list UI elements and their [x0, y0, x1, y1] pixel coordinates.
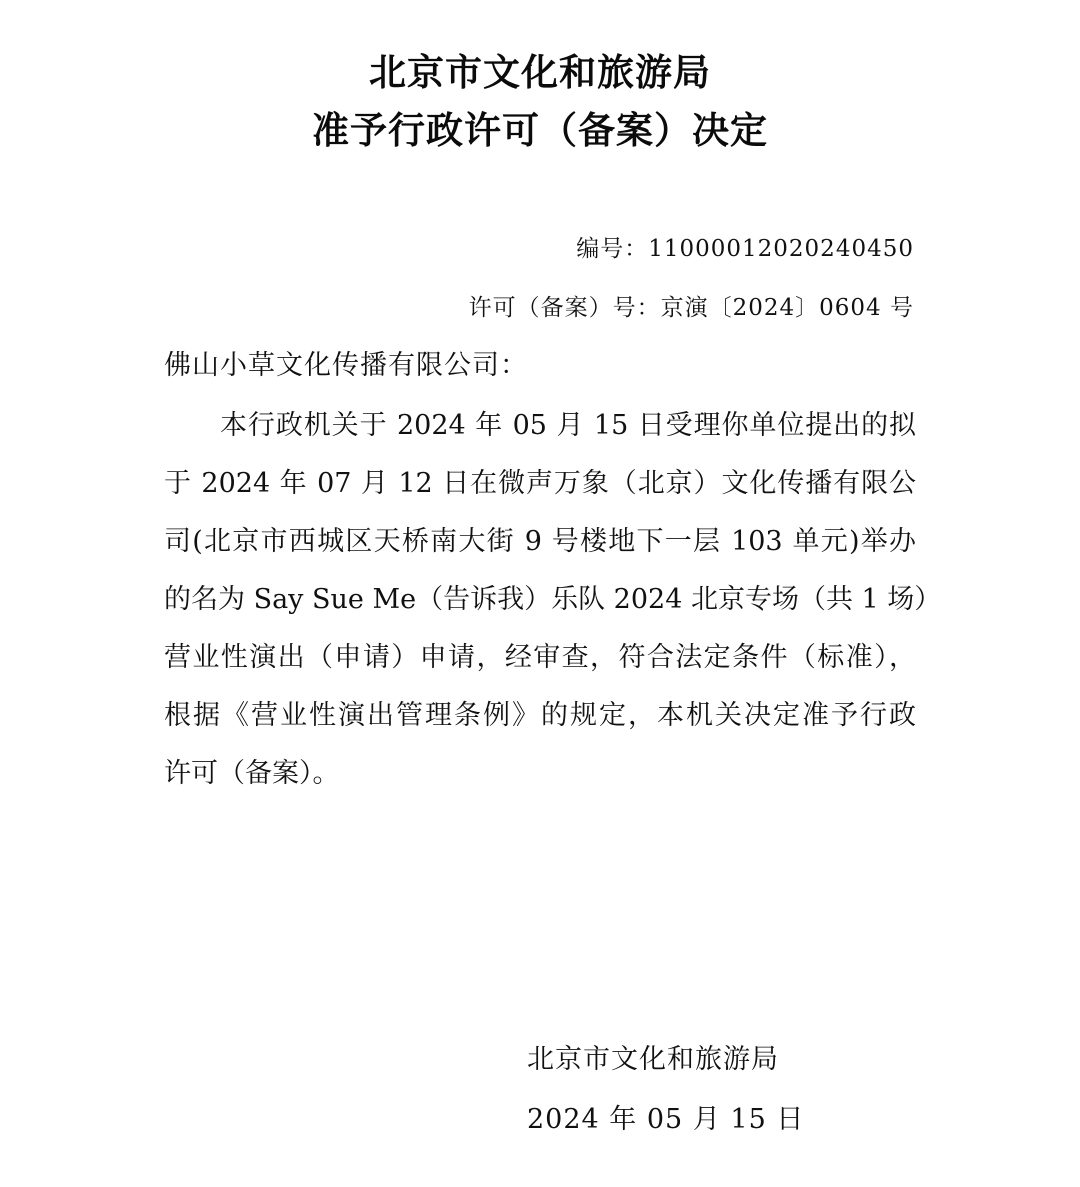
body-line-1: 本行政机关于 2024 年 05 月 15 日受理你单位提出的拟	[220, 410, 916, 441]
signature-date: 2024 年 05 月 15 日	[527, 1104, 805, 1135]
signature-organization: 北京市文化和旅游局	[527, 1044, 779, 1075]
body-line-7: 许可（备案）。	[164, 758, 340, 789]
addressee: 佛山小草文化传播有限公司：	[164, 350, 528, 381]
permit-number: 许可（备案）号：京演〔2024〕0604 号	[468, 295, 914, 321]
document-title-decision: 准予行政许可（备案）决定	[312, 109, 768, 152]
serial-number: 编号：11000012020240450	[576, 236, 914, 262]
body-line-5: 营业性演出（申请）申请，经审查，符合法定条件（标准），	[164, 642, 916, 673]
body-line-3: 司(北京市西城区天桥南大街 9 号楼地下一层 103 单元)举办	[164, 526, 916, 557]
body-line-4: 的名为 Say Sue Me（告诉我）乐队 2024 北京专场（共 1 场）	[164, 584, 942, 615]
body-line-2: 于 2024 年 07 月 12 日在微声万象（北京）文化传播有限公	[164, 468, 916, 499]
document-title-authority: 北京市文化和旅游局	[369, 51, 711, 94]
body-line-6: 根据《营业性演出管理条例》的规定，本机关决定准予行政	[164, 700, 916, 731]
